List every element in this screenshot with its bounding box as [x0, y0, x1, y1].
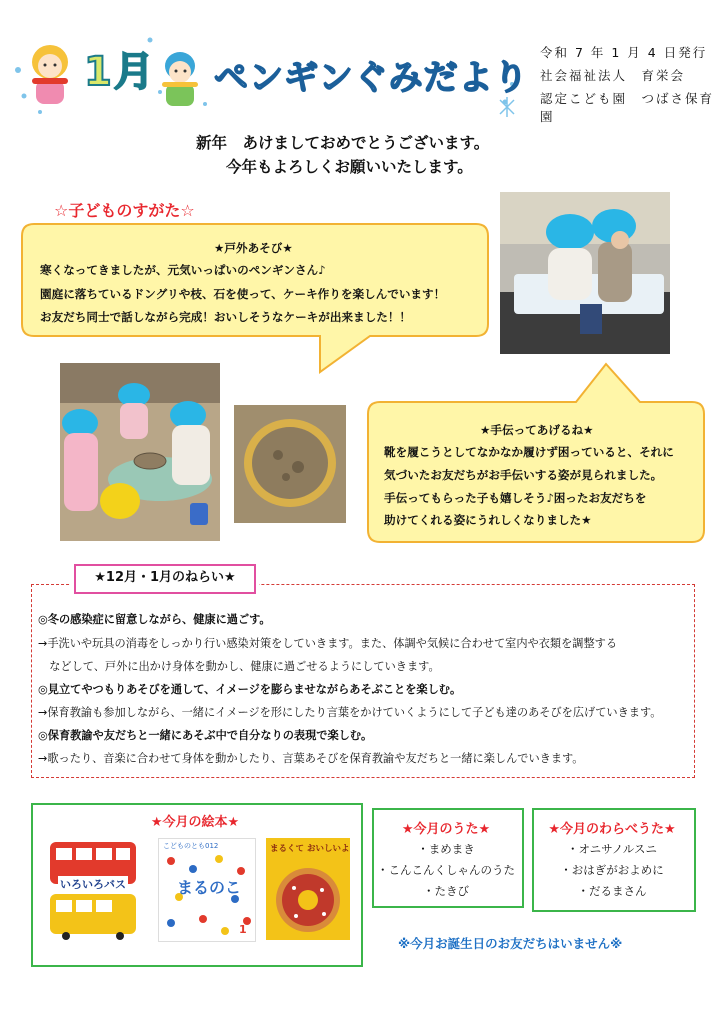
helping-line-2: 気づいたお友だちがお手伝いする姿が見られました。 — [384, 468, 663, 482]
aims-tab — [74, 564, 256, 594]
aim-line-5: →保育教諭も参加しながら、一緒にイメージを形にしたり言葉をかけていくようにして子ども達のあそびを広げていきます。 — [38, 706, 662, 719]
warabe-title: ★今月のわらべうた★ — [548, 822, 676, 837]
helping-line-1: 靴を履こうとしてなかなか履けず困っていると、それに — [384, 445, 674, 459]
song-item: ・こんこんくしゃんのうた — [377, 863, 515, 877]
book-3-title: まるくて おいしいよ — [270, 844, 350, 854]
title-month: 1月 — [84, 49, 156, 95]
book-cover-2 — [158, 838, 256, 942]
aim-line-1: ◎冬の感染症に留意しながら、健康に過ごす。 — [38, 613, 271, 626]
book-2-series: こどものとも012 — [163, 842, 219, 850]
book-cover-1 — [42, 838, 146, 940]
songs-title: ★今月のうた★ — [401, 822, 491, 837]
aim-line-4: ◎見立てやつもりあそびを通して、イメージを膨らませながらあそぶことを楽しむ。 — [38, 683, 462, 696]
child-illustration-left — [32, 45, 68, 104]
outdoor-heading: ★戸外あそび★ — [214, 241, 293, 255]
book-cover-3 — [266, 838, 350, 940]
newsletter-title: ペンギンぐみだより — [214, 58, 529, 98]
book-1-title: いろいろバス — [60, 878, 126, 891]
photo-sandbox-play — [60, 363, 220, 541]
books-title: ★今月の絵本★ — [150, 815, 240, 830]
aim-line-7: →歌ったり、音楽に合わせて身体を動かしたり、言葉あそびを保育教諭や友だちと一緒に楽しんでいきます。 — [38, 752, 584, 765]
aim-line-6: ◎保育教諭や友だちと一緒にあそぶ中で自分なりの表現で楽しむ。 — [38, 729, 373, 742]
organization: 社会福祉法人 育栄会 — [540, 68, 686, 83]
outdoor-line-2: 園庭に落ちているドングリや枝、石を使って、ケーキ作りを楽しんでいます！ — [40, 287, 446, 301]
child-illustration-right — [162, 52, 198, 106]
outdoor-line-1: 寒くなってきましたが、元気いっぱいのペンギンさん♪ — [40, 263, 326, 277]
school-name: 認定こども園 つばさ保育園 — [540, 91, 715, 124]
helping-line-3: 手伝ってもらった子も嬉しそう♪困ったお友だちを — [384, 491, 647, 505]
songs-list — [372, 839, 520, 902]
photo-sand-cake — [234, 405, 346, 523]
aim-line-3: などして、戸外に出かけ身体を動かし、健康に過ごせるようにしていきます。 — [38, 660, 440, 673]
warabe-item: ・だるまさん — [577, 884, 647, 898]
helping-heading: ★手伝ってあげるね★ — [480, 423, 594, 437]
section-title: ☆子どものすがた☆ — [54, 201, 195, 220]
issue-date: 令和 7 年 1 月 4 日発行 — [540, 45, 708, 60]
book-2-number: 1 — [239, 923, 247, 936]
aims-tab-label: ★12月・1月のねらい★ — [94, 570, 236, 585]
greeting-line-1: 新年 あけましておめでとうございます。 — [196, 134, 490, 152]
song-item: ・たきび — [423, 884, 469, 898]
warabe-item: ・オニサノルスニ — [567, 842, 657, 856]
photo-helping-shoes — [500, 192, 670, 354]
birthday-note: ※今月お誕生日のお友だちはいません※ — [398, 936, 623, 951]
outdoor-line-3: お友だち同士で話しながら完成！おいしそうなケーキが出来ました！！ — [40, 310, 412, 324]
donut-illustration — [266, 860, 350, 940]
helping-line-4: 助けてくれる姿にうれしくなりました★ — [384, 513, 592, 527]
warabe-list — [532, 839, 692, 902]
aim-line-2: →手洗いや玩具の消毒をしっかり行い感染対策をしていきます。また、体調や気候に合わせて室内や衣類を調整する — [38, 637, 618, 650]
greeting-line-2: 今年もよろしくお願いいたします。 — [226, 158, 473, 176]
warabe-item: ・おはぎがおよめに — [560, 863, 664, 877]
book-2-title: まるのこ — [177, 878, 242, 897]
song-item: ・まめまき — [417, 842, 475, 856]
